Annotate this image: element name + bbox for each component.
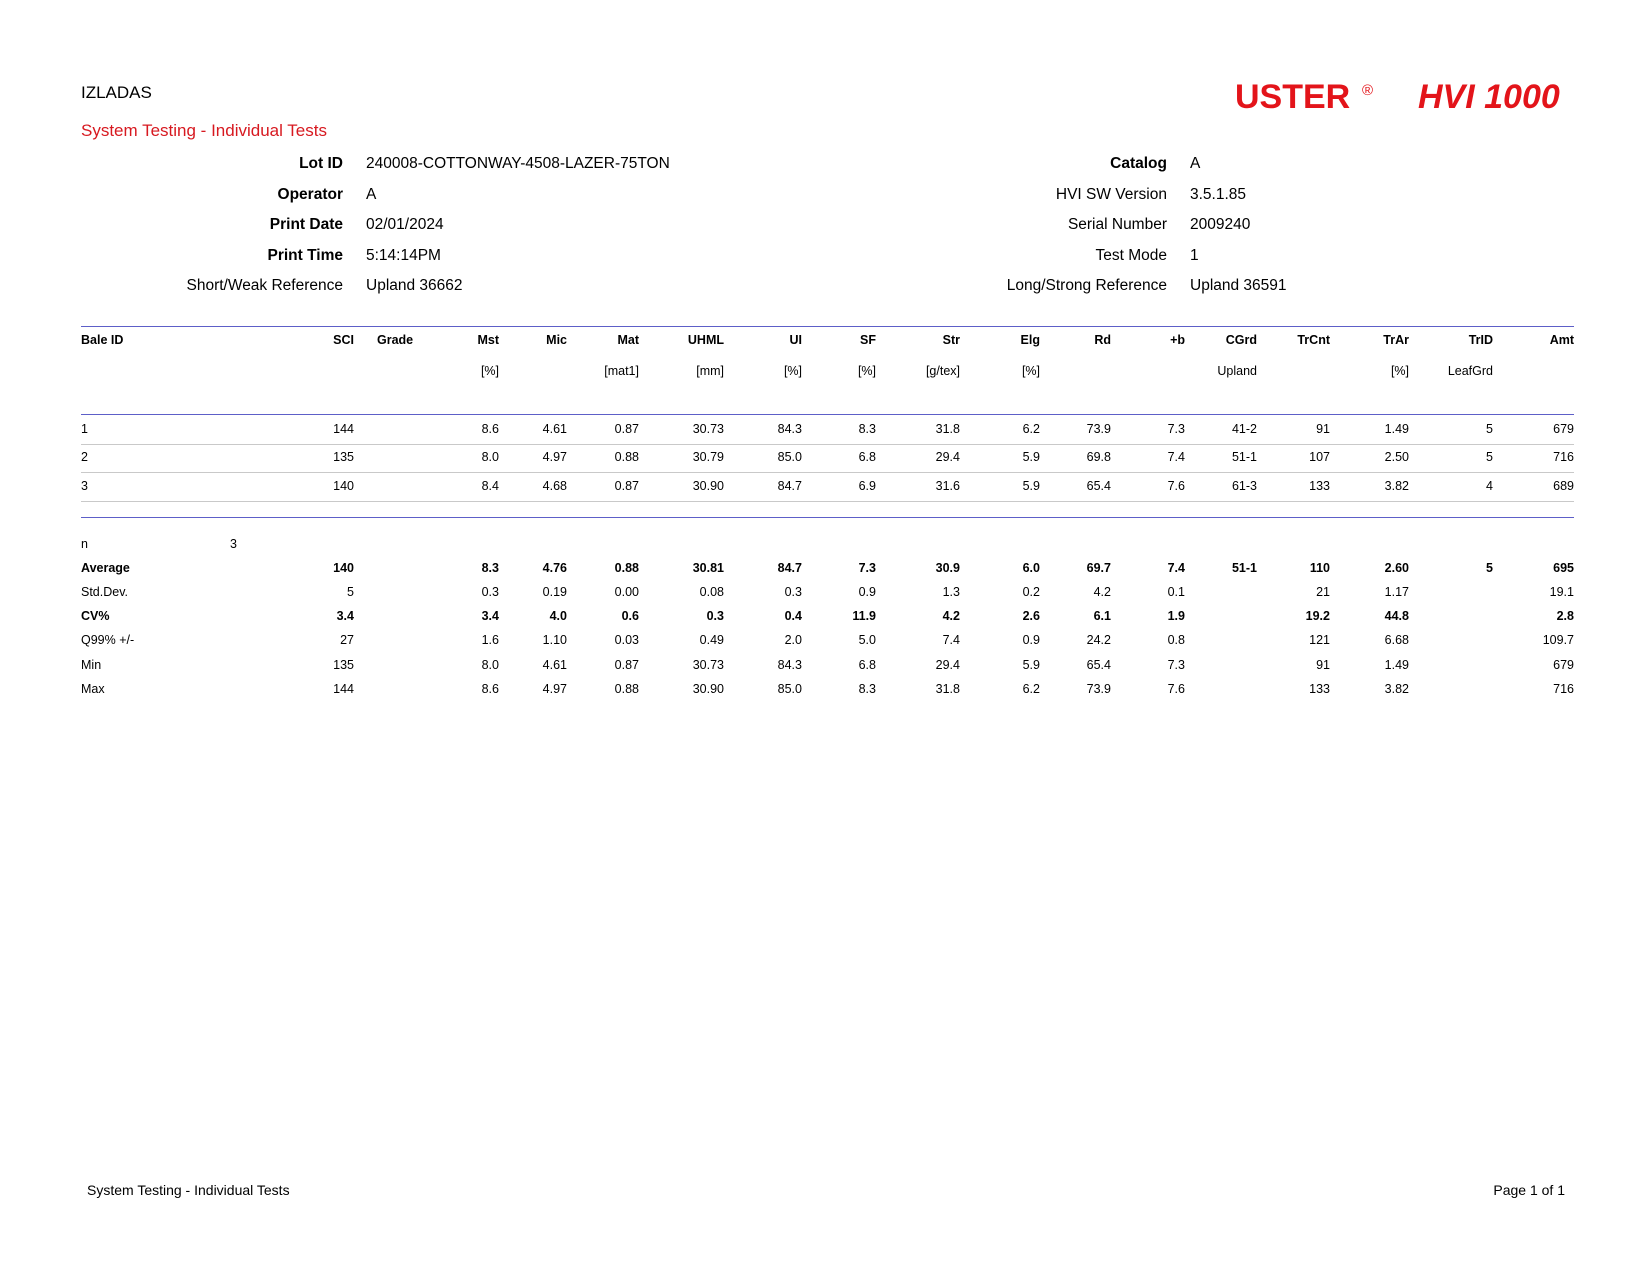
summary-cell: 4.2	[1093, 585, 1111, 599]
summary-cell: 8.3	[858, 682, 876, 696]
header-label: Serial Number	[1067, 216, 1167, 233]
summary-cell: 4.76	[542, 561, 567, 575]
header-value: 240008-COTTONWAY-4508-LAZER-75TON	[366, 155, 670, 172]
summary-cell: 19.2	[1305, 609, 1330, 623]
column-header: Mat	[617, 333, 639, 347]
table-cell: 6.2	[1022, 422, 1040, 436]
table-cell: 679	[1553, 422, 1574, 436]
header-value: 5:14:14PM	[366, 246, 441, 264]
summary-cell: 69.7	[1086, 561, 1111, 575]
column-header: TrAr	[1383, 333, 1409, 347]
summary-cell: 21	[1316, 585, 1330, 599]
summary-cell: 0.87	[614, 658, 639, 672]
summary-cell: 0.1	[1167, 585, 1185, 599]
table-cell: 7.4	[1167, 450, 1185, 464]
summary-cell: 85.0	[777, 682, 802, 696]
summary-cell: 716	[1553, 682, 1574, 696]
column-header: +b	[1170, 333, 1185, 347]
column-header: TrCnt	[1297, 333, 1330, 347]
table-cell: 6.8	[858, 450, 876, 464]
header-label: Catalog	[1110, 155, 1167, 172]
logo-registered-mark: ®	[1362, 82, 1374, 99]
column-header: UHML	[687, 333, 724, 347]
summary-cell: 6.0	[1022, 561, 1040, 575]
table-cell: 5.9	[1022, 450, 1040, 464]
summary-cell: 84.7	[777, 561, 802, 575]
summary-cell: 4.0	[549, 609, 567, 623]
header-value: 02/01/2024	[366, 216, 444, 233]
header-label: HVI SW Version	[1055, 185, 1167, 203]
summary-cell: 3.82	[1384, 682, 1409, 696]
summary-cell: 7.6	[1167, 682, 1185, 696]
summary-cell: 7.4	[942, 633, 960, 647]
summary-cell: 0.4	[784, 609, 802, 623]
summary-cell: 6.8	[858, 658, 876, 672]
summary-cell: 6.68	[1384, 633, 1409, 647]
summary-cell: 2.6	[1022, 609, 1040, 623]
header-value: Upland 36591	[1190, 277, 1287, 294]
table-cell: 8.3	[858, 422, 876, 436]
summary-cell: 109.7	[1542, 633, 1574, 647]
summary-cell: 8.6	[481, 682, 499, 696]
header-value: 1	[1190, 246, 1199, 264]
table-cell: 31.8	[935, 422, 960, 436]
summary-cell: 121	[1309, 633, 1330, 647]
table-cell: 2.50	[1384, 450, 1409, 464]
summary-cell: 0.88	[614, 561, 639, 575]
summary-n-label: n	[81, 537, 88, 551]
summary-cell: 4.97	[542, 682, 567, 696]
table-cell: 84.3	[777, 422, 802, 436]
table-cell: 6.9	[858, 479, 876, 493]
summary-cell: 11.9	[852, 609, 876, 623]
summary-cell: 679	[1553, 658, 1574, 672]
column-header: UI	[789, 333, 802, 347]
company-name: IZLADAS	[81, 83, 152, 102]
table-cell: 4	[1486, 479, 1493, 493]
summary-cell: 0.9	[858, 585, 876, 599]
summary-cell: 0.88	[614, 682, 639, 696]
header-label: Operator	[277, 185, 343, 203]
summary-cell: 44.8	[1384, 609, 1409, 623]
summary-cell: 695	[1553, 561, 1574, 575]
table-cell: 3	[81, 479, 88, 493]
summary-cell: 4.61	[542, 658, 567, 672]
summary-cell: 0.00	[614, 585, 639, 599]
summary-cell: 110	[1309, 561, 1330, 575]
column-header: TrID	[1468, 333, 1493, 347]
summary-label: Std.Dev.	[81, 585, 129, 599]
table-cell: 5	[1486, 450, 1493, 464]
summary-cell: 5.0	[858, 633, 876, 647]
header-value: Upland 36662	[366, 277, 463, 294]
column-unit: [mm]	[696, 364, 724, 378]
row-divider	[81, 472, 1574, 473]
table-cell: 1.49	[1384, 422, 1409, 436]
table-cell: 133	[1309, 479, 1330, 493]
summary-cell: 0.2	[1022, 585, 1040, 599]
summary-cell: 2.8	[1556, 609, 1574, 623]
header-value: 2009240	[1190, 216, 1251, 233]
column-header: Rd	[1094, 333, 1111, 347]
header-value: 3.5.1.85	[1190, 185, 1247, 203]
table-cell: 8.0	[481, 450, 499, 464]
summary-cell: 0.3	[481, 585, 499, 599]
summary-cell: 51-1	[1231, 561, 1257, 575]
summary-cell: 5	[1486, 561, 1493, 575]
table-cell: 29.4	[935, 450, 960, 464]
summary-cell: 4.2	[942, 609, 960, 623]
header-label: Lot ID	[299, 155, 343, 172]
table-cell: 4.61	[542, 422, 567, 436]
logo-product: HVI 1000	[1418, 78, 1560, 116]
table-cell: 84.7	[777, 479, 802, 493]
column-unit: [%]	[857, 364, 876, 378]
table-cell: 41-2	[1231, 422, 1257, 436]
table-cell: 0.87	[614, 422, 639, 436]
table-cell: 30.79	[692, 450, 724, 464]
summary-cell: 1.10	[542, 633, 567, 647]
summary-cell: 133	[1309, 682, 1330, 696]
table-cell: 144	[333, 422, 354, 436]
summary-label: CV%	[81, 609, 110, 623]
table-cell: 5.9	[1022, 479, 1040, 493]
table-cell: 8.4	[481, 479, 499, 493]
table-cell: 0.88	[614, 450, 639, 464]
table-cell: 7.3	[1167, 422, 1185, 436]
table-cell: 73.9	[1086, 422, 1111, 436]
table-cell: 4.97	[542, 450, 567, 464]
summary-cell: 30.9	[935, 561, 960, 575]
summary-cell: 7.3	[1167, 658, 1185, 672]
table-header-rule	[81, 414, 1574, 415]
table-top-rule	[81, 326, 1574, 327]
summary-n-value: 3	[230, 537, 237, 551]
column-header: Str	[942, 333, 960, 347]
table-cell: 61-3	[1231, 479, 1257, 493]
row-divider	[81, 444, 1574, 445]
summary-cell: 84.3	[777, 658, 802, 672]
summary-cell: 5	[347, 585, 354, 599]
table-cell: 2	[81, 450, 88, 464]
summary-cell: 27	[340, 633, 354, 647]
table-cell: 85.0	[777, 450, 802, 464]
summary-cell: 0.8	[1167, 633, 1185, 647]
summary-cell: 7.4	[1167, 561, 1185, 575]
column-unit: [mat1]	[604, 364, 639, 378]
summary-cell: 30.90	[692, 682, 724, 696]
summary-cell: 8.0	[481, 658, 499, 672]
summary-cell: 0.3	[784, 585, 802, 599]
summary-cell: 65.4	[1086, 658, 1111, 672]
header-label: Test Mode	[1095, 246, 1167, 264]
column-unit: Upland	[1217, 364, 1257, 378]
summary-cell: 0.3	[706, 609, 724, 623]
table-cell: 30.73	[692, 422, 724, 436]
table-cell: 51-1	[1231, 450, 1257, 464]
table-cell: 65.4	[1086, 479, 1111, 493]
header-value: A	[1190, 155, 1201, 172]
column-header: SF	[860, 333, 876, 347]
column-unit: LeafGrd	[1447, 364, 1493, 378]
summary-cell: 140	[333, 561, 354, 575]
summary-cell: 31.8	[935, 682, 960, 696]
column-header: Mst	[477, 333, 499, 347]
summary-cell: 73.9	[1086, 682, 1111, 696]
summary-cell: 19.1	[1549, 585, 1574, 599]
summary-cell: 3.4	[336, 609, 354, 623]
logo-brand: USTER	[1235, 78, 1351, 116]
summary-cell: 0.03	[614, 633, 639, 647]
header-value: A	[366, 185, 377, 203]
summary-cell: 91	[1316, 658, 1330, 672]
table-cell: 716	[1553, 450, 1574, 464]
column-header: Bale ID	[81, 333, 124, 347]
column-header: Mic	[546, 333, 567, 347]
summary-cell: 0.49	[699, 633, 724, 647]
column-unit: [%]	[480, 364, 499, 378]
table-cell: 31.6	[935, 479, 960, 493]
table-cell: 689	[1553, 479, 1574, 493]
summary-cell: 0.6	[621, 609, 639, 623]
summary-cell: 135	[333, 658, 354, 672]
column-unit: [%]	[1390, 364, 1409, 378]
summary-cell: 0.9	[1022, 633, 1040, 647]
summary-label: Min	[81, 658, 102, 672]
table-cell: 3.82	[1384, 479, 1409, 493]
table-cell: 91	[1316, 422, 1330, 436]
summary-cell: 0.19	[542, 585, 567, 599]
summary-cell: 6.2	[1022, 682, 1040, 696]
summary-cell: 1.6	[481, 633, 499, 647]
summary-cell: 3.4	[481, 609, 499, 623]
summary-cell: 2.0	[784, 633, 802, 647]
table-cell: 0.87	[614, 479, 639, 493]
header-label: Short/Weak Reference	[186, 277, 343, 294]
summary-cell: 30.73	[692, 658, 724, 672]
table-cell: 140	[333, 479, 354, 493]
summary-cell: 1.17	[1384, 585, 1409, 599]
table-cell: 7.6	[1167, 479, 1185, 493]
column-header: CGrd	[1225, 333, 1257, 347]
summary-cell: 5.9	[1022, 658, 1040, 672]
footer-title: System Testing - Individual Tests	[87, 1182, 290, 1198]
table-cell: 69.8	[1086, 450, 1111, 464]
summary-cell: 1.49	[1384, 658, 1409, 672]
header-label: Long/Strong Reference	[1006, 277, 1167, 294]
summary-cell: 30.81	[692, 561, 724, 575]
summary-cell: 7.3	[858, 561, 876, 575]
summary-label: Max	[81, 682, 105, 696]
column-header: Amt	[1549, 333, 1574, 347]
row-divider	[81, 501, 1574, 502]
table-cell: 30.90	[692, 479, 724, 493]
column-unit: [%]	[1021, 364, 1040, 378]
summary-cell: 8.3	[481, 561, 499, 575]
summary-label: Average	[81, 561, 130, 575]
table-cell: 1	[81, 422, 88, 436]
summary-cell: 29.4	[935, 658, 960, 672]
summary-cell: 1.9	[1167, 609, 1185, 623]
summary-cell: 24.2	[1086, 633, 1111, 647]
table-cell: 8.6	[481, 422, 499, 436]
report-title: System Testing - Individual Tests	[81, 121, 327, 140]
summary-cell: 2.60	[1384, 561, 1409, 575]
header-label: Print Date	[269, 216, 343, 233]
column-header: Elg	[1020, 333, 1040, 347]
column-unit: [g/tex]	[925, 364, 960, 378]
column-header: SCI	[333, 333, 354, 347]
summary-cell: 144	[333, 682, 354, 696]
table-cell: 107	[1309, 450, 1330, 464]
column-unit: [%]	[783, 364, 802, 378]
table-cell: 5	[1486, 422, 1493, 436]
summary-cell: 0.08	[699, 585, 724, 599]
summary-cell: 1.3	[942, 585, 960, 599]
header-label: Print Time	[267, 246, 343, 264]
summary-cell: 6.1	[1093, 609, 1111, 623]
column-header: Grade	[377, 333, 414, 347]
page-number: Page 1 of 1	[1493, 1182, 1565, 1198]
summary-rule	[81, 517, 1574, 518]
table-cell: 135	[333, 450, 354, 464]
summary-label: Q99% +/-	[81, 633, 135, 647]
table-cell: 4.68	[542, 479, 567, 493]
